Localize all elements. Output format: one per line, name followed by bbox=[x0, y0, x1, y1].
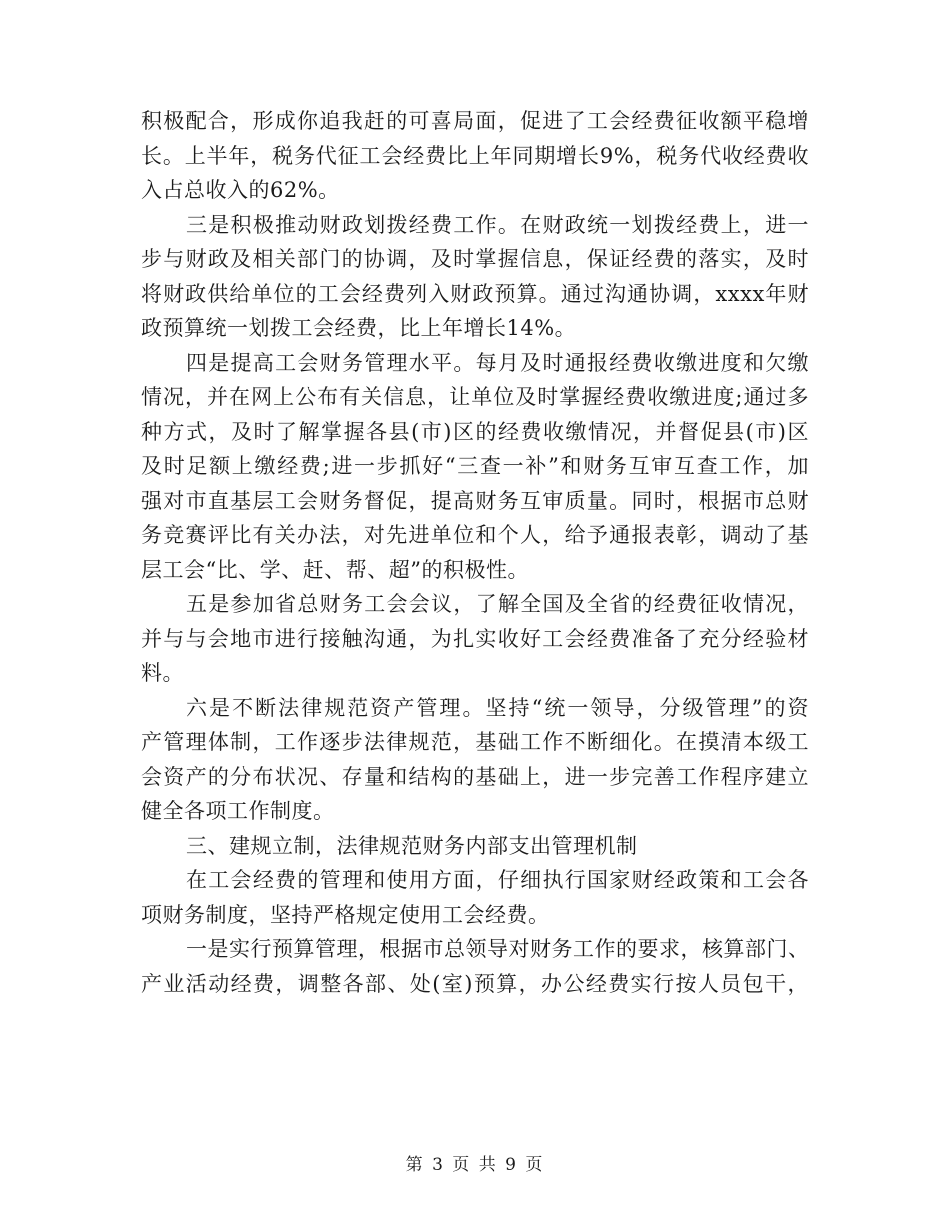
text-line: 务竞赛评比有关办法，对先进单位和个人，给予通报表彰，调动了基 bbox=[141, 523, 809, 547]
text-line: 六是不断法律规范资产管理。坚持“统一领导，分级管理”的资 bbox=[186, 695, 809, 720]
text-line: 步与财政及相关部门的协调，及时掌握信息，保证经费的落实，及时 bbox=[141, 247, 809, 271]
text-line: 五是参加省总财务工会会议，了解全国及全省的经费征收情况， bbox=[186, 592, 809, 616]
text-line: 将财政供给单位的工会经费列入财政预算。通过沟通协调，xxxx年财 bbox=[141, 281, 809, 306]
text-line: 产管理体制，工作逐步法律规范，基础工作不断细化。在摸清本级工 bbox=[141, 730, 809, 754]
text-line: 种方式，及时了解掌握各县(市)区的经费收缴情况，并督促县(市)区 bbox=[141, 419, 809, 444]
text-line: 并与与会地市进行接触沟通，为扎实收好工会经费准备了充分经验材 bbox=[141, 626, 809, 651]
text-line: 积极配合，形成你追我赶的可喜局面，促进了工会经费征收额平稳增 bbox=[141, 109, 809, 133]
text-line: 在工会经费的管理和使用方面，仔细执行国家财经政策和工会各 bbox=[186, 868, 809, 892]
text-line: 项财务制度，坚持严格规定使用工会经费。 bbox=[141, 902, 550, 927]
text-line: 产业活动经费，调整各部、处(室)预算，办公经费实行按人员包干， bbox=[141, 971, 809, 996]
section-heading: 三、建规立制，法律规范财务内部支出管理机制 bbox=[186, 833, 638, 858]
body-text bbox=[141, 104, 809, 1001]
text-line: 料。 bbox=[141, 661, 184, 685]
text-line: 会资产的分布状况、存量和结构的基础上，进一步完善工作程序建立 bbox=[141, 764, 809, 789]
text-line: 长。上半年，税务代征工会经费比上年同期增长9%，税务代收经费收 bbox=[141, 143, 809, 168]
text-line: 健全各项工作制度。 bbox=[141, 799, 335, 823]
text-line: 入占总收入的62%。 bbox=[141, 178, 340, 202]
text-line: 政预算统一划拨工会经费，比上年增长14%。 bbox=[141, 316, 577, 340]
page-footer: 第 3 页 共 9 页 bbox=[405, 1155, 545, 1175]
text-line: 一是实行预算管理，根据市总领导对财务工作的要求，核算部门、 bbox=[186, 937, 809, 961]
text-line: 情况，并在网上公布有关信息，让单位及时掌握经费收缴进度;通过多 bbox=[141, 385, 809, 409]
text-line: 层工会“比、学、赶、帮、超”的积极性。 bbox=[141, 557, 529, 582]
text-line: 四是提高工会财务管理水平。每月及时通报经费收缴进度和欠缴 bbox=[186, 350, 809, 375]
text-line: 三是积极推动财政划拨经费工作。在财政统一划拨经费上，进一 bbox=[186, 212, 809, 237]
text-line: 强对市直基层工会财务督促，提高财务互审质量。同时，根据市总财 bbox=[141, 488, 809, 513]
text-line: 及时足额上缴经费;进一步抓好“三查一补”和财务互审互查工作，加 bbox=[141, 454, 809, 478]
